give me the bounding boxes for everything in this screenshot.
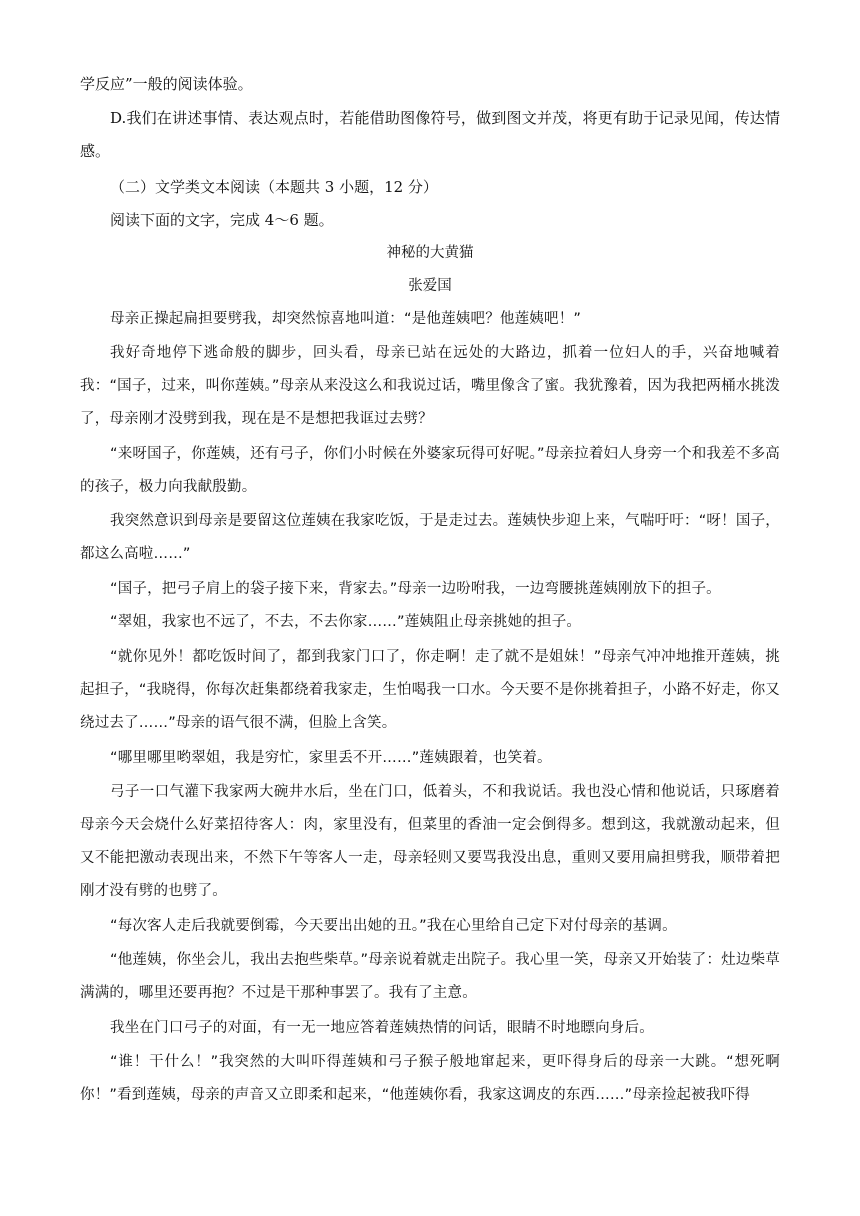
story-paragraph: “国子，把弓子肩上的袋子接下来，背家去。”母亲一边吩咐我，一边弯腰挑莲姨刚放下的担子。	[110, 581, 721, 597]
story-paragraph: “哪里哪里哟翠姐，我是穷忙，家里丢不开……”莲姨跟着，也笑着。	[110, 750, 552, 766]
section-heading: （二）文学类文本阅读（本题共 3 小题，12 分）	[110, 178, 438, 196]
story-paragraph: 母亲正操起扁担要劈我，却突然惊喜地叫道：“是他莲姨吧？他莲姨吧！”	[110, 311, 582, 327]
option-d: D.我们在讲述事情、表达观点时，若能借助图像符号，做到图文并茂，将更有助于记录见闻，传达情感。	[80, 109, 780, 160]
story-paragraph: “每次客人走后我就要倒霉，今天要出出她的丑。”我在心里给自己定下对付母亲的基调。	[110, 918, 677, 934]
paragraph-continuation: 学反应”一般的阅读体验。	[80, 75, 253, 93]
story-title: 神秘的大黄猫	[386, 245, 474, 261]
story-paragraph: 弓子一口气灌下我家两大碗井水后，坐在门口，低着头，不和我说话。我也没心情和他说话，只琢磨着母亲今天会烧什么好菜招待客人：肉，家里没有，但菜里的香油一定会倒得多。想到这，我就激动起来，但又不能把激动表现出来，不然下午等客人一走，母亲轻则又要骂我没出息，重则又要用扁担劈我，顺带着把刚才没有劈的也劈了。	[80, 784, 780, 899]
story-paragraph: “翠姐，我家也不远了，不去，不去你家……”莲姨阻止母亲挑她的担子。	[110, 614, 582, 630]
story-paragraph: 我突然意识到母亲是要留这位莲姨在我家吃饭，于是走过去。莲姨快步迎上来，气喘吁吁：“呀！国子，都这么高啦……”	[80, 513, 780, 562]
instructions: 阅读下面的文字，完成 4～6 题。	[110, 211, 334, 229]
story-paragraph: “来呀国子，你莲姨，还有弓子，你们小时候在外婆家玩得可好呢。”母亲拉着妇人身旁一个和我差不多高的孩子，极力向我献殷勤。	[80, 446, 780, 495]
story-paragraph: “谁！干什么！”我突然的大叫吓得莲姨和弓子猴子般地窜起来，更吓得身后的母亲一大跳。“想死啊你！”看到莲姨，母亲的声音又立即柔和起来，“他莲姨你看，我家这调皮的东西……”母亲捡起被我吓得	[80, 1054, 780, 1103]
story-paragraph: 我好奇地停下逃命般的脚步，回头看，母亲已站在远处的大路边，抓着一位妇人的手，兴奋地喊着我：“国子，过来，叫你莲姨。”母亲从来没这么和我说过话，嘴里像含了蜜。我犹豫着，因为我把两桶水挑泼了，母亲刚才没劈到我，现在是不是想把我诓过去劈？	[80, 345, 780, 427]
story-paragraph: 我坐在门口弓子的对面，有一无一地应答着莲姨热情的问话，眼睛不时地瞟向身后。	[110, 1020, 654, 1036]
story-paragraph: “就你见外！都吃饭时间了，都到我家门口了，你走啊！走了就不是姐妹！”母亲气冲冲地推开莲姨，挑起担子，“我晓得，你每次赶集都绕着我家走，生怕喝我一口水。今天要不是你挑着担子，小路不好走，你又绕过去了……”母亲的语气很不满，但脸上含笑。	[80, 649, 780, 731]
story-paragraph: “他莲姨，你坐会儿，我出去抱些柴草。”母亲说着就走出院子。我心里一笑，母亲又开始装了：灶边柴草满满的，哪里还要再抱？不过是干那种事罢了。我有了主意。	[80, 952, 780, 1001]
story-author: 张爱国	[408, 278, 452, 294]
